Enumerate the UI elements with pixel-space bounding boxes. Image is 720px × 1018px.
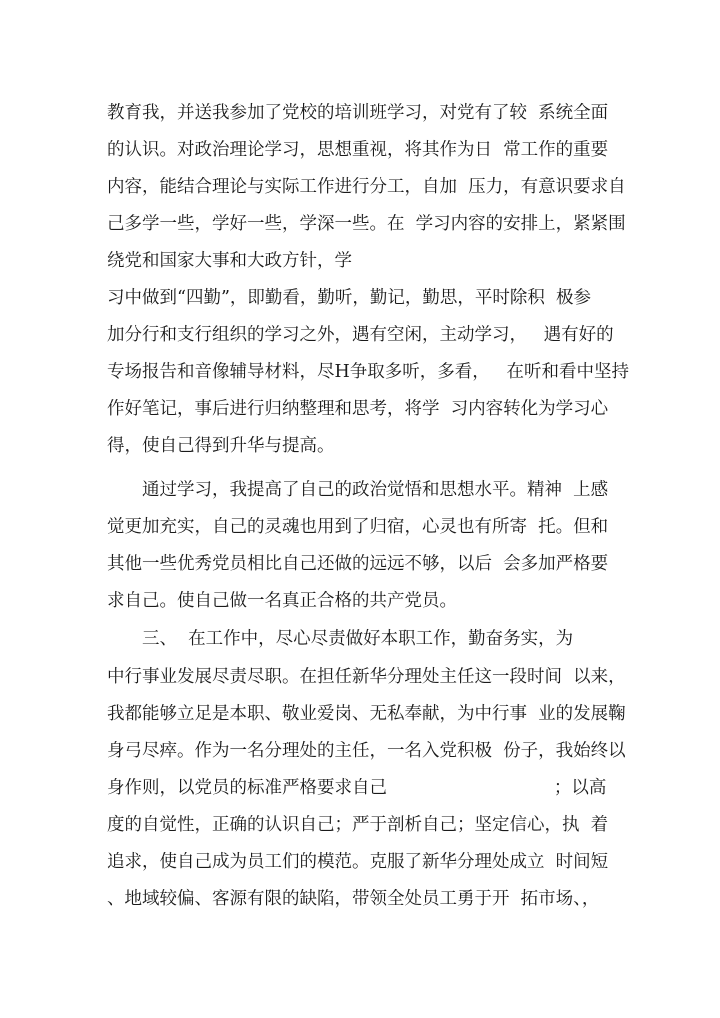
text-line: 的认识。对政治理论学习，思想重视，将其作为日 常工作的重要 xyxy=(107,140,609,160)
text-line: 觉更加充实，自己的灵魂也用到了归宿，心灵也有所寄 托。但和 xyxy=(107,517,609,537)
text-line: 身弓尽瘁。作为一名分理处的主任，一名入党积极 份子，我始终以 xyxy=(107,741,626,761)
text-line: 中行事业发展尽责尽职。在担任新华分理处主任这一段时间 以来， xyxy=(107,667,626,687)
text-line: 通过学习，我提高了自己的政治觉悟和思想水平。精神 上感 xyxy=(142,480,609,500)
text-line: 、地域较偏、客源有限的缺陷，带领全处员工勇于开 拓市场、， xyxy=(107,889,600,909)
text-line: 得，使自己得到升华与提高。 xyxy=(107,436,335,456)
text-line: 三、 在工作中，尽心尽责做好本职工作，勤奋务实，为 xyxy=(142,629,574,649)
text-line: 度的自觉性，正确的认识自己；严于剖析自己；坚定信心，执 着 xyxy=(107,815,609,835)
text-line: 其他一些优秀党员相比自己还做的远远不够，以后 会多加严格要 xyxy=(107,554,609,574)
text-line: 追求，使自己成为员工们的模范。克服了新华分理处成立 时间短 xyxy=(107,852,609,872)
text-line: 作好笔记，事后进行归纳整理和思考，将学 习内容转化为学习心 xyxy=(107,399,609,419)
text-line: 绕党和国家大事和大政方针，学 xyxy=(107,251,352,271)
text-line: 内容，能结合理论与实际工作进行分工，自加 压力，有意识要求自 xyxy=(107,177,626,197)
text-line: 专场报告和音像辅导材料，尽H争取多听，多看， 在听和看中坚持 xyxy=(107,362,629,382)
text-line: 己多学一些，学好一些，学深一些。在 学习内容的安排上，紧紧围 xyxy=(107,214,626,234)
text-line: 教育我，并送我参加了党校的培训班学习，对党有了较 系统全面 xyxy=(107,103,609,123)
text-line: 我都能够立足是本职、敬业爱岗、无私奉献，为中行事 业的发展鞠 xyxy=(107,704,626,724)
text-line: 习中做到“四勤”，即勤看，勤听，勤记，勤思，平时除积 极参 xyxy=(107,288,592,308)
text-line: 求自己。使自己做一名真正合格的共产党员。 xyxy=(107,591,457,611)
text-line: 身作则，以党员的标准严格要求自己 ；以高 xyxy=(107,778,607,798)
text-line: 加分行和支行组织的学习之外，遇有空闲，主动学习， 遇有好的 xyxy=(107,325,614,345)
